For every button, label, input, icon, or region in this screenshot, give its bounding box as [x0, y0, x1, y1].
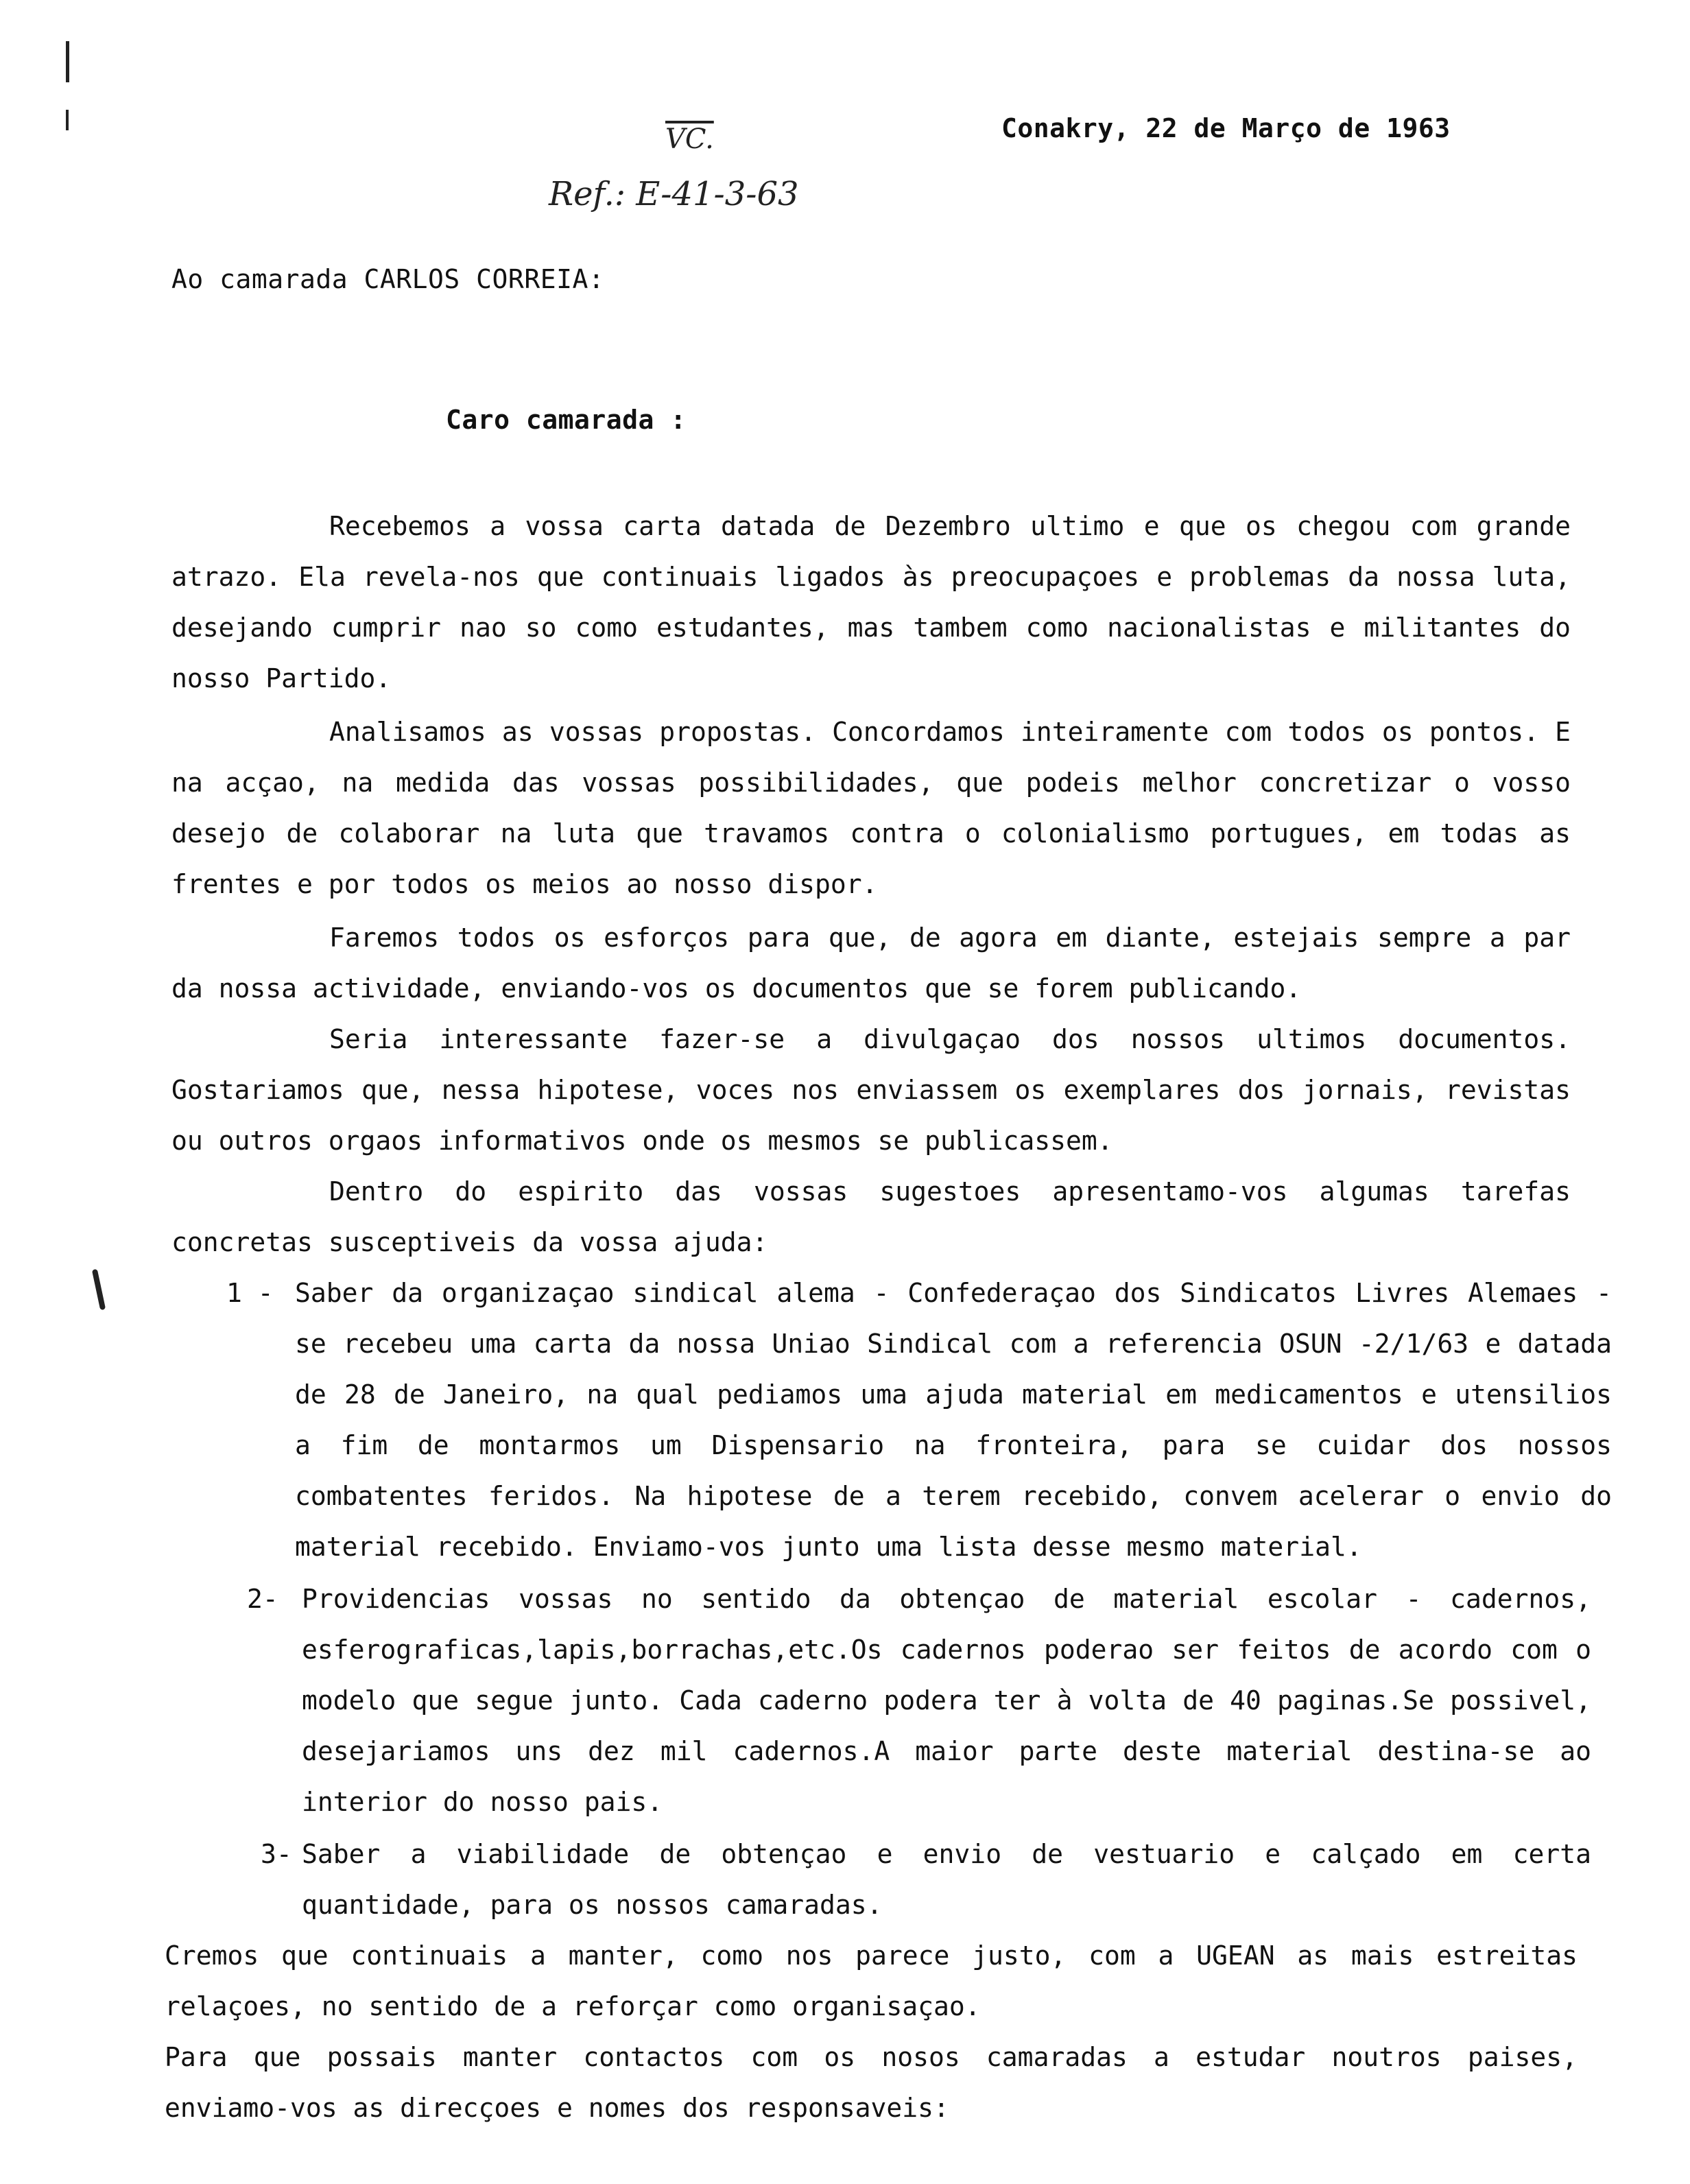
task-item-1 [226, 1268, 1612, 1572]
task-text: Saber da organizaçao sindical alema - Confederaçao dos Sindicatos Livres Alemaes - se recebeu uma carta da nossa Uniao Sindical com a referencia OSUN -2/1/63 e datada de 28 de Janeiro, na qual pediamos uma ajuda material em medicamentos e utensilios a fim de montarmos um Dispensario na fronteira, para se cuidar dos nossos combatentes feridos. Na hipotese de a terem recebido, convem acelerar o envio do material recebido. Enviamo-vos junto uma lista desse mesmo material. [295, 1278, 1612, 1562]
paragraph-1: Recebemos a vossa carta datada de Dezembro ultimo e que os chegou com grande atrazo. Ela revela-nos que continuais ligados às preocupaçoes e problemas da nossa luta, desejando cumprir nao so como estudantes, mas tambem como nacionalistas e militantes do nosso Partido. [171, 511, 1571, 693]
task-text: Providencias vossas no sentido da obtençao de material escolar - cadernos, esferograficas,lapis,borrachas,etc.Os cadernos poderao ser feitos de acordo com o modelo que segue junto. Cada caderno podera ter à volta de 40 paginas.Se possivel, desejariamos uns dez mil cadernos.A maior parte deste material destina-se ao interior do nosso pais. [302, 1584, 1591, 1817]
task-number: 1 - [226, 1278, 274, 1308]
task-text: Saber a viabilidade de obtençao e envio de vestuario e calçado em certa quantidade, para os nossos camaradas. [302, 1839, 1591, 1920]
margin-mark-middle [66, 110, 69, 130]
paragraph-5: Dentro do espirito das vossas sugestoes apresentamo-vos algumas tarefas concretas susceptiveis da vossa ajuda: [171, 1176, 1571, 1257]
paragraph-2: Analisamos as vossas propostas. Concordamos inteiramente com todos os pontos. E na acçao, na medida das vossas possibilidades, que podeis melhor concretizar o vosso desejo de colaborar na luta que travamos contra o colonialismo portugues, em todas as frentes e por todos os meios ao nosso dispor. [171, 717, 1571, 899]
handwritten-reference: Ref.: E-41-3-63 [549, 175, 799, 213]
task-number: 2- [247, 1584, 278, 1614]
task-item-3 [261, 1829, 1591, 1930]
closing-paragraph-2: Para que possais manter contactos com os nosos camaradas a estudar noutros paises, enviamo-vos as direcçoes e nomes dos responsaveis: [165, 2042, 1578, 2123]
paragraph-4: Seria interessante fazer-se a divulgaçao dos nossos ultimos documentos. Gostariamos que, nessa hipotese, voces nos enviassem os exemplares dos jornais, revistas ou outros orgaos informativos onde os mesmos se publicassem. [171, 1024, 1571, 1156]
closing-paragraph-1: Cremos que continuais a manter, como nos parece justo, com a UGEAN as mais estreitas relaçoes, no sentido de a reforçar como organisaçao. [165, 1940, 1578, 2021]
addressee: Ao camarada CARLOS CORREIA: [171, 264, 605, 294]
place-date: Conakry, 22 de Março de 1963 [1001, 113, 1451, 143]
margin-bracket-mark [92, 1269, 106, 1310]
task-number: 3- [261, 1839, 292, 1869]
margin-mark-top [66, 41, 69, 82]
paragraph-3: Faremos todos os esforços para que, de agora em diante, estejais sempre a par da nossa actividade, enviando-vos os documentos que se forem publicando. [171, 923, 1571, 1004]
salutation: Caro camarada : [446, 405, 687, 435]
task-item-2 [247, 1574, 1591, 1827]
handwritten-initials: VC. [665, 123, 714, 155]
